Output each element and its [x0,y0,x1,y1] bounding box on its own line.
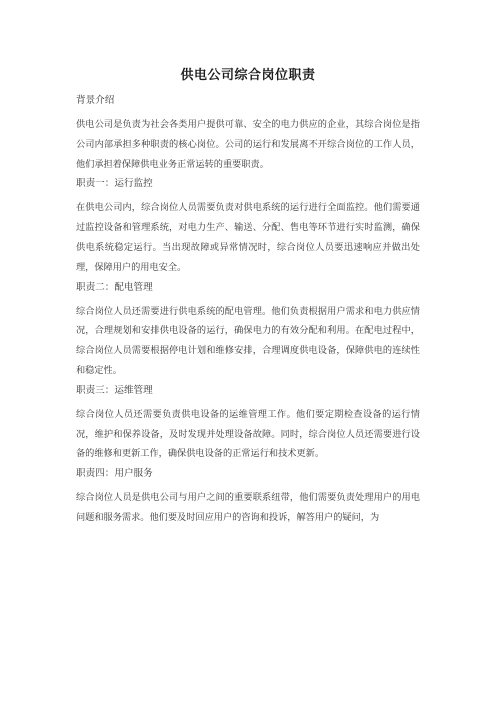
document-title: 供电公司综合岗位职责 [180,68,316,83]
section-background [76,94,420,174]
section-heading: 职责三：运维管理 [76,384,153,396]
section-paragraph: 综合岗位人员还需要负责供电设备的运维管理工作。他们要定期检查设备的运行情况，维护和保养设备，及时发现并处理设备故障。同时，综合岗位人员还需要进行设备的维修和更新工作，确保供电设备的正常运行和技术更新。 [76,408,420,460]
section-heading: 职责一：运行监控 [76,178,153,190]
section-duty-1 [76,177,420,277]
section-heading: 职责四：用户服务 [76,468,153,480]
section-paragraph: 综合岗位人员是供电公司与用户之间的重要联系纽带，他们需要负责处理用户的用电问题和服务需求。他们要及时回应用户的咨询和投诉，解答用户的疑问，为 [76,492,420,523]
section-duty-4 [76,467,420,528]
section-duty-2 [76,281,420,381]
section-paragraph: 综合岗位人员还需要进行供电系统的配电管理。他们负责根据用户需求和电力供应情况，合理规划和安排供电设备的运行，确保电力的有效分配和利用。在配电过程中，综合岗位人员需要根据停电计划和维修安排，合理调度供电设备，保障供电的连续性和稳定性。 [76,305,420,376]
document-body [76,94,420,531]
section-paragraph: 供电公司是负责为社会各类用户提供可靠、安全的电力供应的企业，其综合岗位是指公司内部承担多种职责的核心岗位。公司的运行和发展离不开综合岗位的工作人员，他们承担着保障供电业务正常运转的重要职责。 [76,119,420,170]
section-paragraph: 在供电公司内，综合岗位人员需要负责对供电系统的运行进行全面监控。他们需要通过监控设备和管理系统，对电力生产、输送、分配、售电等环节进行实时监测，确保供电系统稳定运行。当出现故障或异常情况时，综合岗位人员要迅速响应并做出处理，保障用户的用电安全。 [76,202,420,273]
section-duty-3 [76,384,420,464]
section-heading: 背景介绍 [76,95,115,106]
section-heading: 职责二：配电管理 [76,281,153,293]
